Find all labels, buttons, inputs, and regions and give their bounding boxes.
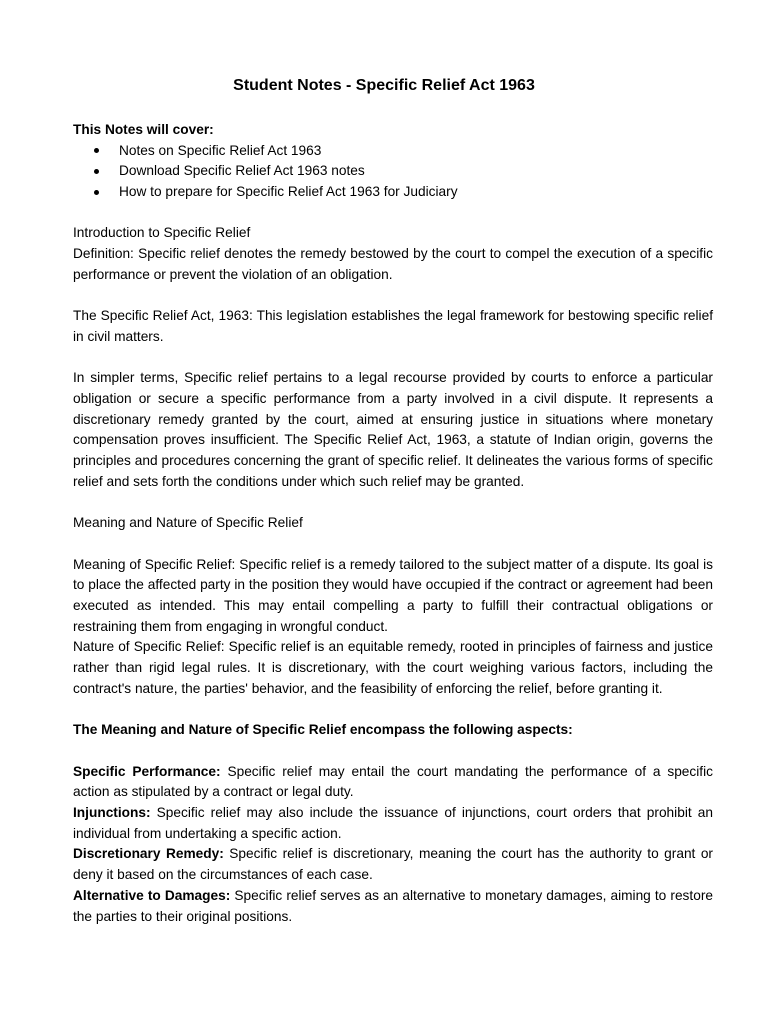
aspect-item [73,886,713,927]
aspect-item [73,762,713,803]
aspect-text: Specific relief may also include the issuance of injunctions, court orders that prohibit an individual from undertaking a specific action. [73,805,713,841]
cover-list [73,141,713,203]
intro-definition: Definition: Specific relief denotes the remedy bestowed by the court to compel the execution of a specific performance or prevent the violation of an obligation. [73,246,713,282]
aspect-item [73,803,713,844]
list-item: Download Specific Relief Act 1963 notes [73,161,713,182]
aspect-item [73,844,713,885]
aspect-text: Specific relief serves as an alternative to monetary damages, aiming to restore the parties to their original positions. [73,887,713,924]
meaning-paragraph: Meaning of Specific Relief: Specific relief is a remedy tailored to the subject matter of a dispute. Its goal is to place the affected party in the position they would have occupied if the contract or agreement had been executed as intended. This may entail compelling a party to fulfill their contractual obligations or restraining them from engaging in wrongful conduct. [73,556,713,634]
aspect-term: Injunctions: [73,805,151,821]
aspect-text: Specific relief is discretionary, meaning the court has the authority to grant or deny it based on the circumstances of each case. [73,846,713,883]
aspect-term: Discretionary Remedy: [73,846,224,862]
aspect-term: Specific Performance: [73,763,221,779]
bullet-icon [94,148,99,153]
list-item: How to prepare for Specific Relief Act 1963 for Judiciary [73,182,713,203]
aspect-text: Specific relief may entail the court mandating the performance of a specific action as stipulated by a contract or legal duty. [73,763,713,800]
meaning-heading: Meaning and Nature of Specific Relief [73,515,303,531]
bullet-icon [94,169,99,174]
document-body [73,120,713,927]
page-title: Student Notes - Specific Relief Act 1963 [233,77,535,94]
intro-simpler: In simpler terms, Specific relief pertains to a legal recourse provided by courts to enforce a particular obligation or secure a specific performance from a party involved in a civil dispute. It represents a discretionary remedy granted by the court, aimed at ensuring justice in situations where monetary compensation proves insufficient. The Specific Relief Act, 1963, a statute of Indian origin, governs the principles and procedures concerning the grant of specific relief. It delineates the various forms of specific relief and sets forth the conditions under which such relief may be granted. [73,370,713,489]
nature-paragraph: Nature of Specific Relief: Specific relief is an equitable remedy, rooted in principles of fairness and justice rather than rigid legal rules. It is discretionary, with the court weighing various factors, including the contract's nature, the parties' behavior, and the feasibility of enforcing the relief, before granting it. [73,639,713,696]
intro-heading: Introduction to Specific Relief [73,225,251,241]
bullet-icon [94,190,99,195]
aspect-term: Alternative to Damages: [73,887,231,903]
aspects-heading: The Meaning and Nature of Specific Relief encompass the following aspects: [73,722,573,738]
list-item: Notes on Specific Relief Act 1963 [73,141,713,162]
intro-act: The Specific Relief Act, 1963: This legislation establishes the legal framework for bestowing specific relief in civil matters. [73,308,713,344]
cover-heading: This Notes will cover: [73,122,214,137]
